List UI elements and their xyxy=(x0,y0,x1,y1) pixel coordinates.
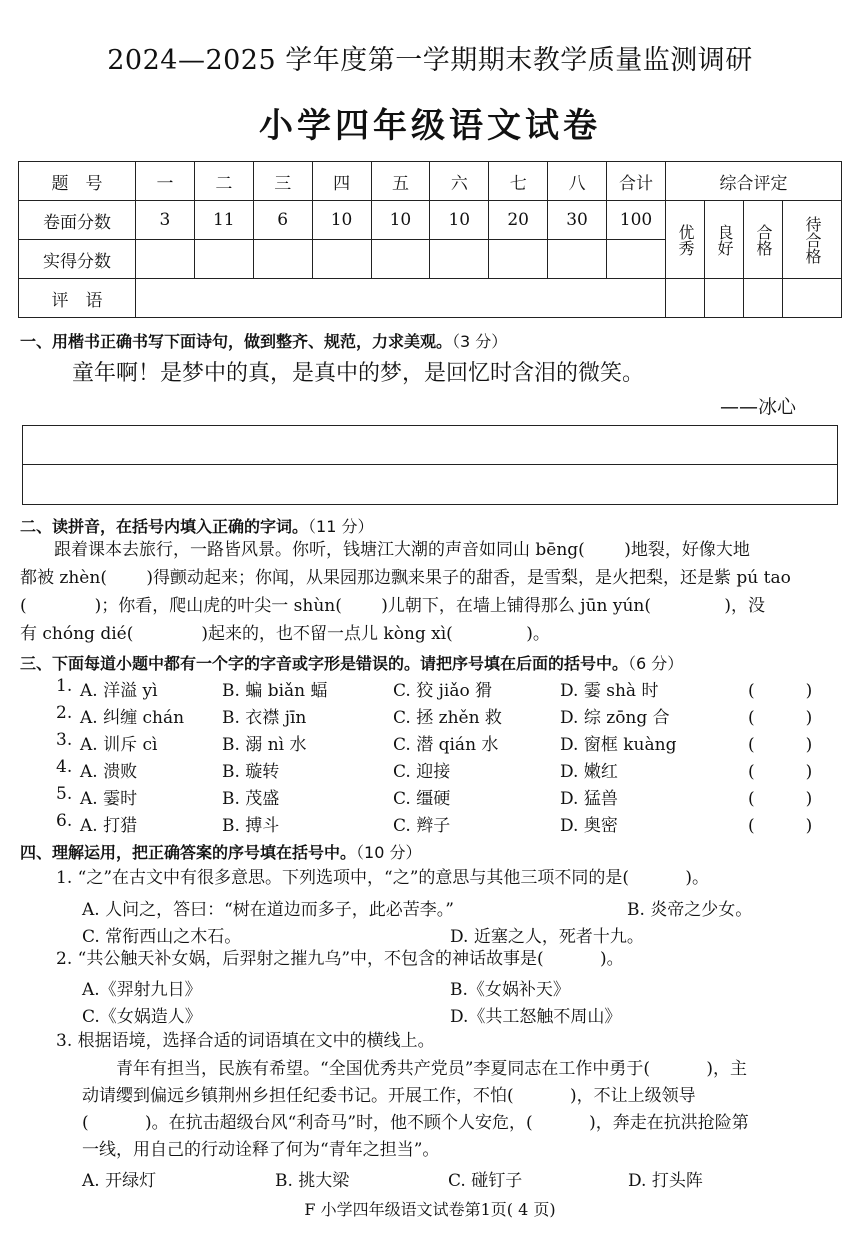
points-5: 10 xyxy=(371,201,430,240)
q3-option-a: A. 洋溢 yì xyxy=(80,681,158,701)
q3-option-c: C. 迎接 xyxy=(393,762,451,782)
col-1: 一 xyxy=(136,162,195,201)
rating-good: 良好 xyxy=(705,201,744,279)
q3-option-c: C. 辫子 xyxy=(393,816,451,836)
section-4-points: （10 分） xyxy=(356,843,422,862)
q3-num: 3. xyxy=(56,730,73,750)
q3-option-d: D. 嫩红 xyxy=(560,762,618,782)
q3-option-b: B. 搏斗 xyxy=(222,816,280,836)
score-row-comment xyxy=(19,279,842,318)
q4-1-stem: 1. “之”在古文中有很多意思。下列选项中，“之”的意思与其他三项不同的是( )。 xyxy=(56,868,710,888)
row-label-number: 题 号 xyxy=(19,162,136,201)
q3-option-b: B. 璇转 xyxy=(222,762,280,782)
actual-1[interactable] xyxy=(136,240,195,279)
section-3-points: （6 分） xyxy=(628,654,684,673)
q4-1-option-b: B. 炎帝之少女。 xyxy=(627,900,753,920)
comment-cell[interactable] xyxy=(136,279,666,318)
q4-3-passage-line-1: 青年有担当，民族有希望。“全国优秀共产党员”李夏同志在工作中勇于( )，主 xyxy=(82,1059,748,1079)
q3-answer-bracket[interactable]: ( ) xyxy=(748,708,813,728)
col-total: 合计 xyxy=(607,162,666,201)
section-1-heading xyxy=(20,329,507,352)
q4-2-option-b: B.《女娲补天》 xyxy=(450,980,570,1000)
q4-3-passage-line-2: 动请缨到偏远乡镇荆州乡担任纪委书记。开展工作，不怕( )，不让上级领导 xyxy=(82,1086,696,1106)
comment-rating-1[interactable] xyxy=(666,279,705,318)
points-8: 30 xyxy=(548,201,607,240)
q4-1-option-c: C. 常衔西山之木石。 xyxy=(82,927,242,947)
q3-option-a: A. 霎时 xyxy=(80,789,138,809)
score-row-points xyxy=(19,201,842,240)
q3-answer-bracket[interactable]: ( ) xyxy=(748,816,813,836)
q3-option-d: D. 窗框 kuàng xyxy=(560,735,677,755)
section-2-line-2: 都被 zhèn( )得颤动起来；你闻，从果园那边飘来果子的甜香，是雪梨，是火把梨，还是紫 pú tao xyxy=(20,568,791,588)
section-2-title: 二、读拼音，在括号内填入正确的字词。 xyxy=(20,517,309,536)
overall-rating-label: 综合评定 xyxy=(666,162,842,201)
q3-option-c: C. 拯 zhěn 救 xyxy=(393,708,502,728)
points-4: 10 xyxy=(312,201,371,240)
points-1: 3 xyxy=(136,201,195,240)
actual-7[interactable] xyxy=(489,240,548,279)
rating-excellent: 优秀 xyxy=(666,201,705,279)
q4-2-option-a: A.《羿射九日》 xyxy=(82,980,202,1000)
q3-num: 5. xyxy=(56,784,73,804)
q3-answer-bracket[interactable]: ( ) xyxy=(748,789,813,809)
q3-num: 1. xyxy=(56,676,73,696)
rating-to-pass: 待合格 xyxy=(783,201,842,279)
actual-total[interactable] xyxy=(607,240,666,279)
q4-2-option-d: D.《共工怒触不周山》 xyxy=(450,1007,622,1027)
q4-2-stem: 2. “共公触天补女娲，后羿射之摧九乌”中，不包含的神话故事是( )。 xyxy=(56,949,624,969)
q4-3-stem: 3. 根据语境，选择合适的词语填在文中的横线上。 xyxy=(56,1031,435,1051)
actual-3[interactable] xyxy=(253,240,312,279)
q4-1-option-a: A. 人问之，答曰：“树在道边而多子，此必苦李。” xyxy=(82,900,454,920)
q3-option-a: A. 纠缠 chán xyxy=(80,708,185,728)
section-3-title: 三、下面每道小题中都有一个字的字音或字形是错误的。请把序号填在后面的括号中。 xyxy=(20,654,629,673)
exam-main-title: 小学四年级语文试卷 xyxy=(259,106,601,146)
q3-option-b: B. 衣襟 jīn xyxy=(222,708,307,728)
q3-option-b: B. 溺 nì 水 xyxy=(222,735,307,755)
section-1-points: （3 分） xyxy=(452,332,508,351)
q4-2-option-c: C.《女娲造人》 xyxy=(82,1007,202,1027)
q3-option-d: D. 猛兽 xyxy=(560,789,618,809)
col-3: 三 xyxy=(253,162,312,201)
points-6: 10 xyxy=(430,201,489,240)
rating-pass: 合格 xyxy=(744,201,783,279)
section-1-title: 一、用楷书正确书写下面诗句，做到整齐、规范，力求美观。 xyxy=(20,332,453,351)
q4-3-passage-line-4: 一线，用自己的行动诠释了何为“青年之担当”。 xyxy=(82,1140,440,1160)
score-row-numbers xyxy=(19,162,842,201)
q3-num: 2. xyxy=(56,703,73,723)
exam-year-title: 2024—2025 学年度第一学期期末教学质量监测调研 xyxy=(107,45,753,76)
actual-5[interactable] xyxy=(371,240,430,279)
q3-option-d: D. 综 zōng 合 xyxy=(560,708,670,728)
section-4-title: 四、理解运用，把正确答案的序号填在括号中。 xyxy=(20,843,357,862)
section-2-line-1: 跟着课本去旅行，一路皆风景。你听，钱塘江大潮的声音如同山 bēng( )地裂，好像大地 xyxy=(20,540,750,560)
handwriting-midline xyxy=(23,464,837,465)
points-3: 6 xyxy=(253,201,312,240)
q3-option-b: B. 蝙 biǎn 蝠 xyxy=(222,681,328,701)
col-2: 二 xyxy=(194,162,253,201)
q3-option-a: A. 训斥 cì xyxy=(80,735,158,755)
q3-option-c: C. 缰硬 xyxy=(393,789,451,809)
actual-6[interactable] xyxy=(430,240,489,279)
q4-3-option-d: D. 打头阵 xyxy=(628,1171,703,1191)
q4-3-option-b: B. 挑大梁 xyxy=(275,1171,350,1191)
section-2-line-3: ( )；你看，爬山虎的叶尖一 shùn( )儿朝下，在墙上铺得那么 jūn yún( )，没 xyxy=(20,596,766,616)
col-4: 四 xyxy=(312,162,371,201)
q3-answer-bracket[interactable]: ( ) xyxy=(748,762,813,782)
q3-answer-bracket[interactable]: ( ) xyxy=(748,681,813,701)
q3-option-c: C. 潜 qián 水 xyxy=(393,735,499,755)
q3-option-d: D. 奥密 xyxy=(560,816,618,836)
col-5: 五 xyxy=(371,162,430,201)
col-8: 八 xyxy=(548,162,607,201)
section-2-points: （11 分） xyxy=(308,517,374,536)
row-label-points: 卷面分数 xyxy=(19,201,136,240)
q3-option-a: A. 打猎 xyxy=(80,816,138,836)
comment-rating-4[interactable] xyxy=(783,279,842,318)
comment-rating-2[interactable] xyxy=(705,279,744,318)
q3-option-b: B. 茂盛 xyxy=(222,789,280,809)
q3-option-c: C. 狡 jiǎo 猾 xyxy=(393,681,493,701)
section-2-line-4: 有 chóng dié( )起来的，也不留一点儿 kòng xì( )。 xyxy=(20,624,550,644)
q4-3-passage-line-3: ( )。在抗击超级台风“利奇马”时，他不顾个人安危，( )，奔走在抗洪抢险第 xyxy=(82,1113,749,1133)
section-3-heading xyxy=(20,651,683,674)
q3-option-a: A. 溃败 xyxy=(80,762,138,782)
actual-2[interactable] xyxy=(194,240,253,279)
actual-8[interactable] xyxy=(548,240,607,279)
actual-4[interactable] xyxy=(312,240,371,279)
page-footer: F 小学四年级语文试卷第1页( 4 页) xyxy=(304,1200,556,1219)
points-7: 20 xyxy=(489,201,548,240)
q4-1-option-d: D. 近塞之人，死者十九。 xyxy=(450,927,644,947)
col-7: 七 xyxy=(489,162,548,201)
comment-rating-3[interactable] xyxy=(744,279,783,318)
poem-text: 童年啊！是梦中的真，是真中的梦，是回忆时含泪的微笑。 xyxy=(72,361,645,386)
points-2: 11 xyxy=(194,201,253,240)
handwriting-box[interactable] xyxy=(22,425,838,505)
col-6: 六 xyxy=(430,162,489,201)
q3-answer-bracket[interactable]: ( ) xyxy=(748,735,813,755)
score-table xyxy=(18,161,842,318)
q3-num: 4. xyxy=(56,757,73,777)
section-4-heading xyxy=(20,840,421,863)
row-label-comment: 评 语 xyxy=(19,279,136,318)
q3-num: 6. xyxy=(56,811,73,831)
row-label-actual: 实得分数 xyxy=(19,240,136,279)
q4-3-option-c: C. 碰钉子 xyxy=(448,1171,523,1191)
q4-3-option-a: A. 开绿灯 xyxy=(82,1171,157,1191)
q3-option-d: D. 霎 shà 时 xyxy=(560,681,659,701)
points-total: 100 xyxy=(607,201,666,240)
poem-author: ——冰心 xyxy=(720,396,797,418)
section-2-heading xyxy=(20,514,373,537)
